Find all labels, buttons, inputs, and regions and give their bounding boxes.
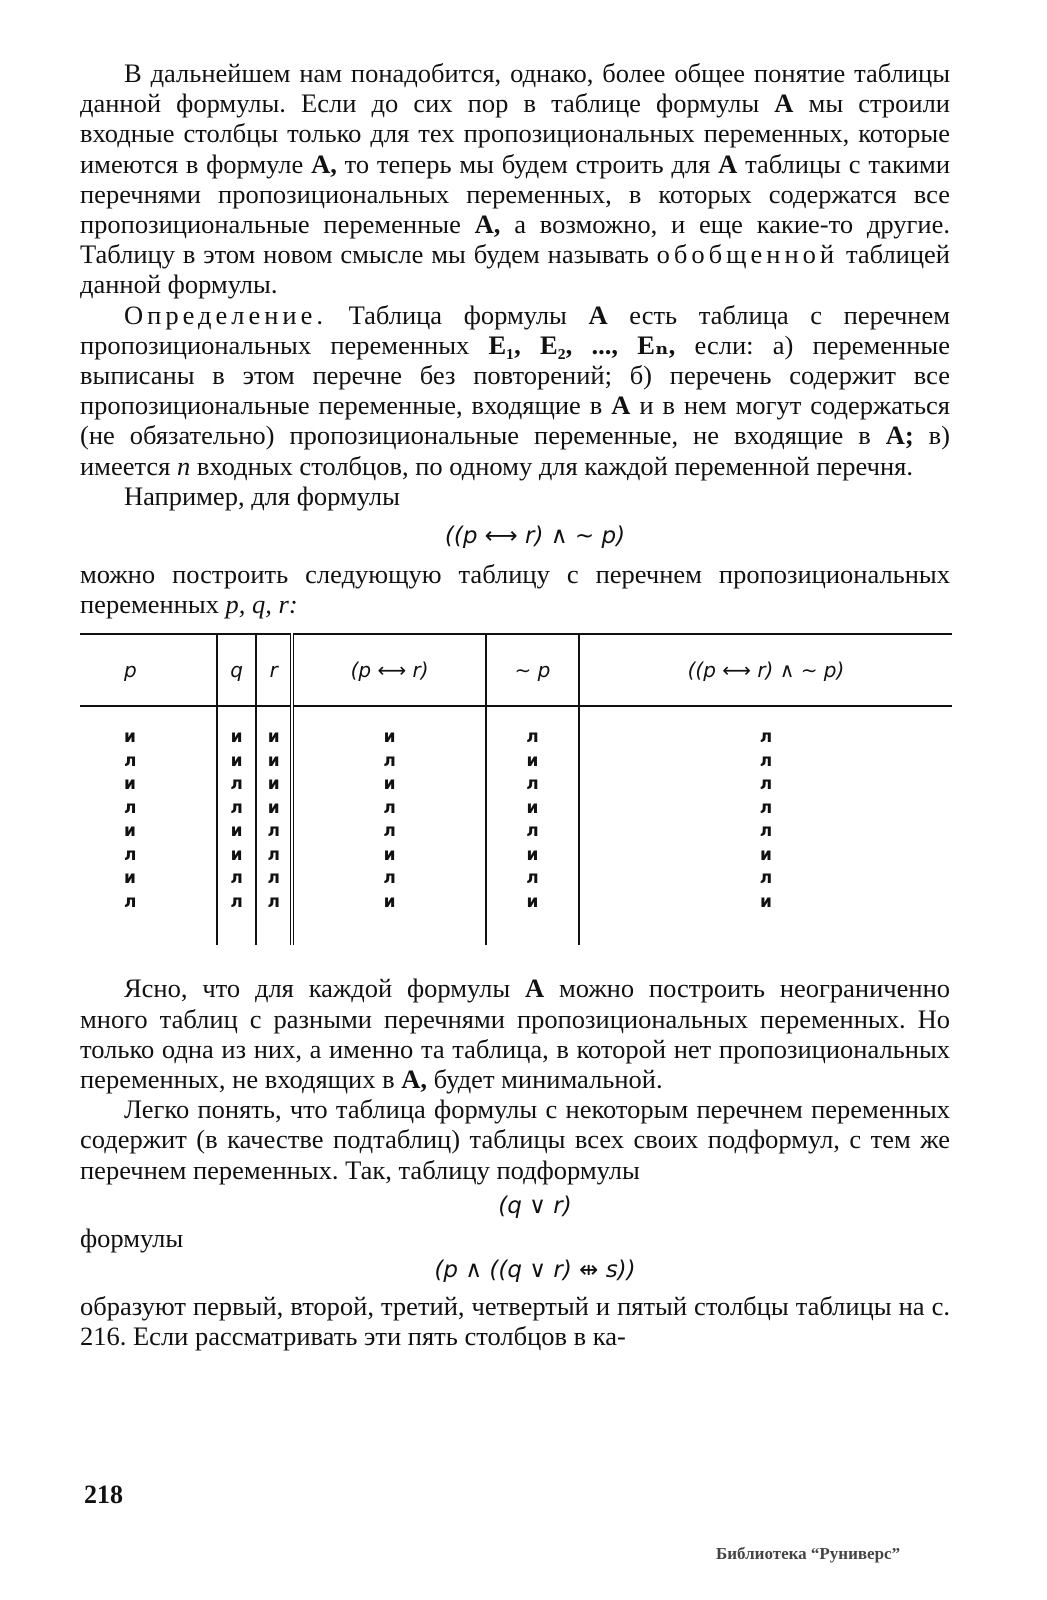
table-cell: л [256, 890, 292, 914]
table-cell: л [292, 796, 486, 820]
table-cell: л [124, 750, 137, 771]
text-run: В дальнейшем нам понадобится, однако, более общее понятие таблицы данной формулы. Если до сих пор в таблице формулы [80, 58, 950, 119]
table-header-cell: q [217, 634, 256, 706]
text-run: Таблица формулы [326, 299, 589, 330]
table-row [80, 819, 952, 843]
formula-display-2: (q ∨ r) [498, 1192, 572, 1219]
library-stamp: Библиотека “Руниверс” [716, 1544, 901, 1563]
table-header-cell: p [80, 634, 217, 706]
text-run: то теперь мы будем строить для [336, 148, 719, 179]
paragraph-minimal-table [80, 973, 950, 1094]
truth-table-body [80, 706, 952, 945]
text-run: таблицей данной формулы. [80, 239, 950, 300]
text-run: в) имеется [80, 420, 950, 481]
table-cell: л [579, 772, 952, 796]
table-row [80, 725, 952, 749]
table-cell: и [256, 725, 292, 749]
spacer-cell [80, 706, 217, 725]
variable-list: E₁, E₂, ..., Eₙ, [488, 329, 676, 360]
page-body [80, 58, 950, 1351]
formula-symbol-A: A; [885, 420, 914, 451]
table-cell: л [486, 725, 579, 749]
spacer-cell [579, 706, 952, 725]
table-cell: и [124, 868, 136, 889]
paragraph-subtables: Легко понять, что таблица формулы с некоторым перечнем переменных содержит (в качестве подтаблиц) таблицы всех своих подформул, с тем же перечнем переменных. Так, таблицу подформулы [80, 1094, 950, 1185]
table-row [80, 866, 952, 890]
table-cell: л [579, 725, 952, 749]
table-header-cell: (p ⟷ r) [292, 634, 486, 706]
text-run: входных столбцов, по одному для каждой переменной перечня. [190, 450, 913, 481]
table-cell: л [486, 866, 579, 890]
table-header-cell: ((p ⟷ r) ∧ ∼ p) [579, 634, 952, 706]
spacer-cell [292, 913, 486, 945]
table-cell: и [124, 727, 136, 748]
table-cell: и [579, 843, 952, 867]
table-cell: и [486, 890, 579, 914]
table-cell: л [217, 772, 256, 796]
table-cell: л [579, 749, 952, 773]
page-number: 218 [84, 1480, 123, 1509]
table-cell: и [256, 772, 292, 796]
text-run: есть таблица с перечнем пропозициональных переменных [80, 299, 950, 360]
table-cell: л [124, 797, 137, 818]
spacer-cell [486, 913, 579, 945]
table-cell: и [292, 890, 486, 914]
text-run: таблицы с такими перечнями пропозициональных переменных, в которых содержатся все пропозициональные переменные [80, 148, 950, 240]
table-cell: л [256, 843, 292, 867]
table-cell: и [486, 796, 579, 820]
spacer-cell [217, 706, 256, 725]
paragraph-generalized-table [80, 58, 950, 300]
table-cell: и [292, 772, 486, 796]
spaced-term: обобщенной [656, 239, 839, 270]
table-cell: и [292, 843, 486, 867]
text-run: и в нем могут содержаться (не обязательно) пропозициональные переменные, не входящие в [80, 390, 950, 451]
formula-symbol-A: A [611, 390, 631, 421]
text-run: а возможно, и еще какие-то другие. Таблицу в этом новом смысле мы будем называть [80, 209, 950, 270]
table-cell: л [217, 796, 256, 820]
table-cell: и [217, 749, 256, 773]
table-cell: и [292, 725, 486, 749]
table-cell: л [217, 866, 256, 890]
table-row [80, 890, 952, 914]
table-cell: и [579, 890, 952, 914]
table-cell: и [256, 796, 292, 820]
definition-label: Определение. [124, 299, 327, 330]
paragraph-columns: образуют первый, второй, третий, четвертый и пятый столбцы таблицы на с. 216. Если рассматривать эти пять столбцов в ка- [80, 1291, 950, 1352]
text-run: мы строили входные столбцы только для тех пропозициональных переменных, которые имеются в формуле [80, 88, 950, 179]
variable-list: p, q, r: [225, 589, 298, 620]
text-run: будет минимальной. [427, 1064, 663, 1095]
text-run: можно построить следующую таблицу с перечнем пропозициональных переменных [80, 559, 950, 620]
spacer-cell [256, 706, 292, 725]
table-cell: и [486, 749, 579, 773]
table-cell: л [486, 772, 579, 796]
table-cell: л [256, 866, 292, 890]
table-cell: л [124, 844, 137, 865]
table-cell: л [579, 819, 952, 843]
paragraph-example: Например, для формулы [124, 480, 400, 511]
table-cell: л [579, 866, 952, 890]
formula-symbol-A: A, [401, 1064, 428, 1095]
formula-symbol-A: A, [311, 148, 337, 179]
formula-symbol-A: A [525, 973, 545, 1004]
table-cell: и [217, 819, 256, 843]
variable-n: n [176, 450, 191, 481]
table-row [80, 843, 952, 867]
table-header-cell: ∼ p [486, 634, 579, 706]
table-cell: л [256, 819, 292, 843]
table-spacer-row [80, 706, 952, 725]
formula-display-3: (p ∧ ((q ∨ r) ⇹ s)) [434, 1257, 636, 1284]
table-cell: и [217, 843, 256, 867]
paragraph-formula-word: формулы [80, 1222, 184, 1253]
table-cell: л [217, 890, 256, 914]
spacer-cell [292, 706, 486, 725]
table-header-cell: r [256, 634, 292, 706]
truth-table [80, 633, 952, 945]
table-cell: и [486, 843, 579, 867]
text-run: Ясно, что для каждой формулы [124, 973, 525, 1004]
spacer-cell [256, 913, 292, 945]
table-cell: л [292, 819, 486, 843]
table-cell: и [217, 725, 256, 749]
spacer-cell [80, 913, 217, 945]
spacer-cell [486, 706, 579, 725]
table-cell: л [124, 891, 137, 912]
paragraph-table-intro [80, 559, 950, 619]
table-cell: и [124, 774, 136, 795]
table-cell: и [124, 821, 136, 842]
table-cell: л [292, 749, 486, 773]
spacer-cell [217, 913, 256, 945]
formula-symbol-A: A [774, 88, 794, 119]
table-cell: л [486, 819, 579, 843]
spacer-cell [579, 913, 952, 945]
table-row [80, 772, 952, 796]
formula-symbol-A: A [718, 148, 738, 179]
table-row [80, 796, 952, 820]
formula-symbol-A: A, [474, 209, 501, 240]
text-run: можно построить неограниченно много таблиц с разными перечнями пропозициональных переменных. Но только одна из них, а именно та таблица, в которой нет пропозициональных переменных, не входящих в [80, 973, 950, 1095]
formula-display-1: ((p ⟷ r) ∧ ∼ p) [444, 523, 626, 550]
formula-symbol-A: A [588, 299, 608, 330]
paragraph-definition [80, 300, 950, 481]
table-cell: и [256, 749, 292, 773]
table-row [80, 749, 952, 773]
table-cell: л [292, 866, 486, 890]
table-header-row [80, 634, 952, 706]
table-spacer-row [80, 913, 952, 945]
text-run: если: а) переменные выписаны в этом перечне без повторений; б) перечень содержит все пропозициональные переменные, входящие в [80, 329, 950, 421]
table-cell: л [579, 796, 952, 820]
